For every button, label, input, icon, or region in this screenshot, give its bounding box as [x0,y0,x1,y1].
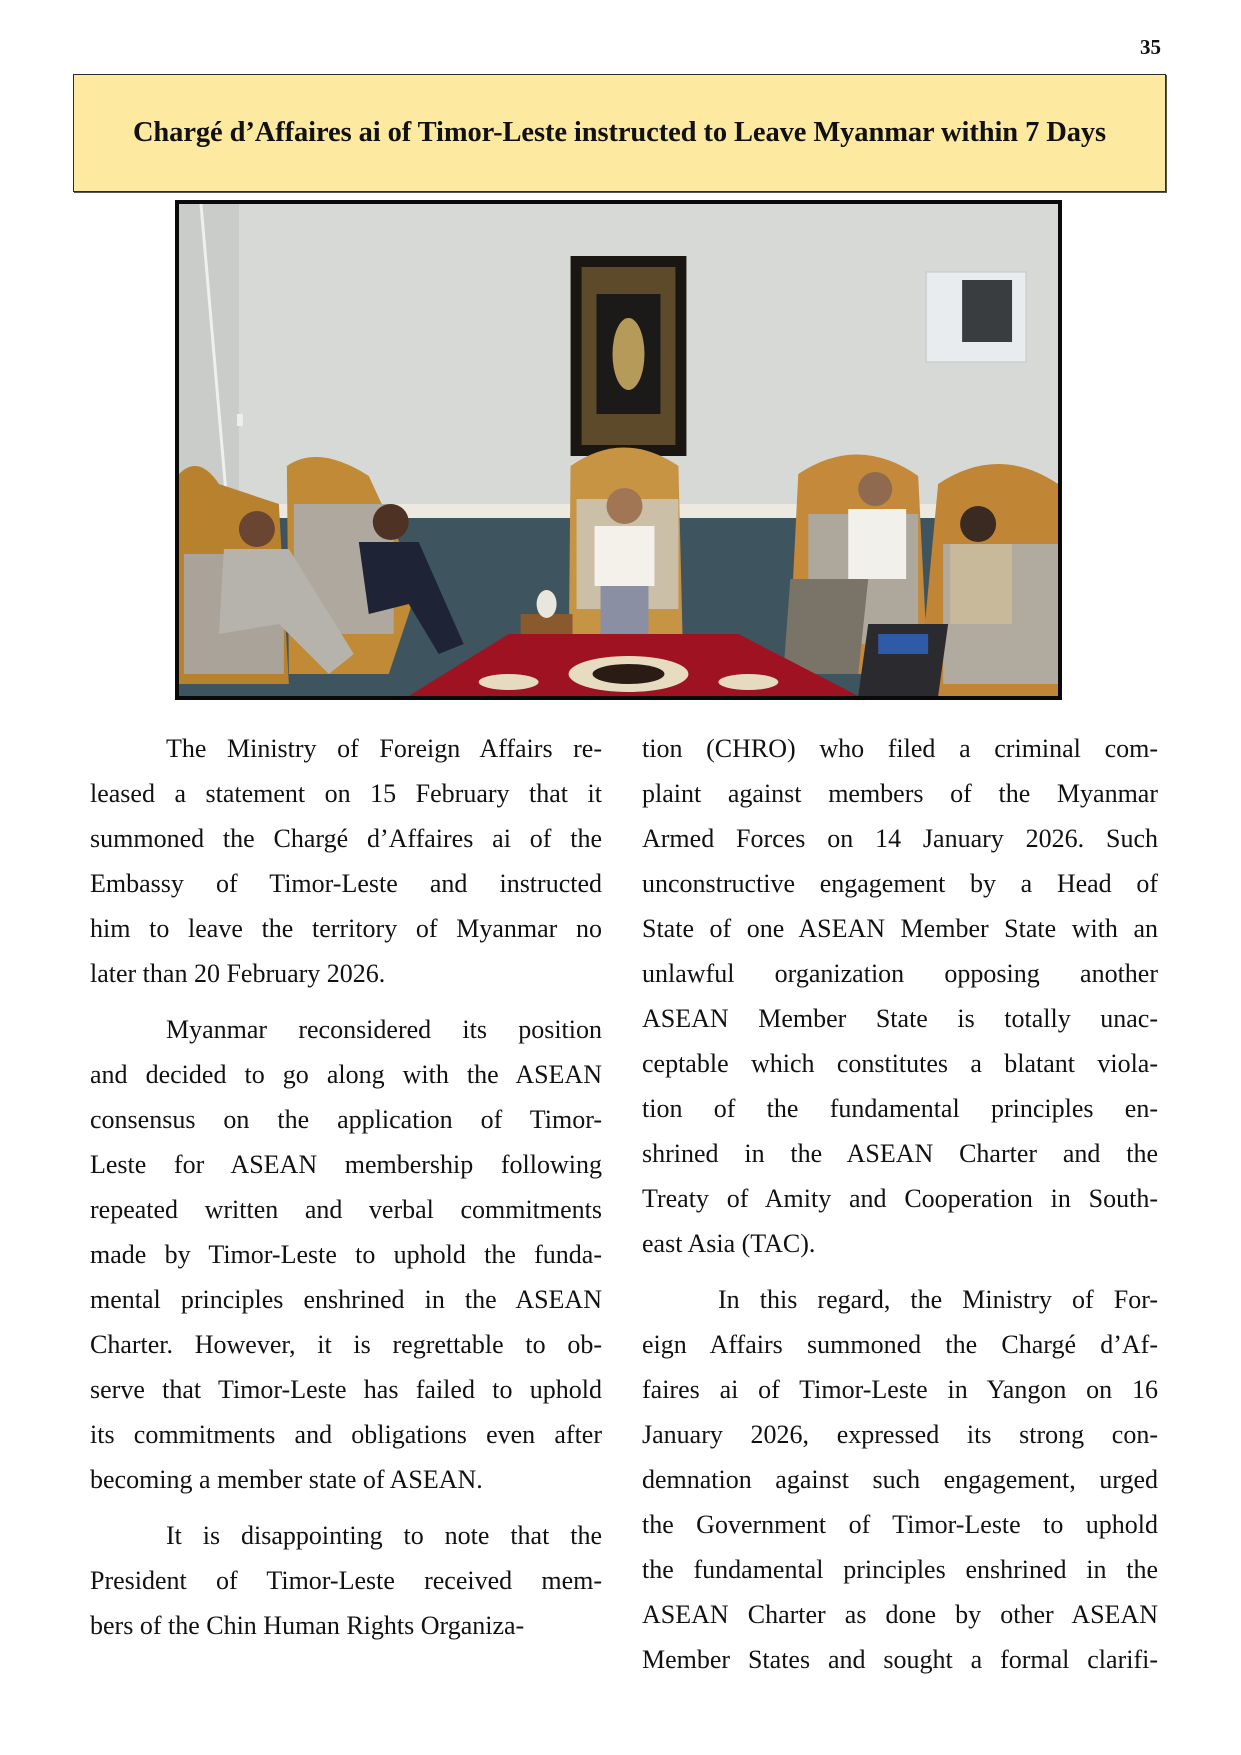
text-line: ASEAN Charter as done by other ASEAN [642,1600,1158,1629]
text-line: faires ai of Timor-Leste in Yangon on 16 [642,1375,1158,1404]
text-line: later than 20 February 2026. [90,959,386,988]
text-line: Member States and sought a formal clarifi- [642,1645,1158,1674]
text-line: leased a statement on 15 February that it [90,779,602,808]
text-line: State of one ASEAN Member State with an [642,914,1158,943]
text-line: unconstructive engagement by a Head of [642,869,1158,898]
text-line: January 2026, expressed its strong con- [642,1420,1158,1449]
wall-air-conditioner [926,272,1026,362]
meeting-room-photo-illustration [179,204,1058,696]
page-number: 35 [1140,35,1161,59]
text-line: repeated written and verbal commitments [90,1195,602,1224]
paragraph [90,1513,602,1648]
text-line: plaint against members of the Myanmar [642,779,1158,808]
text-line: made by Timor-Leste to uphold the funda- [90,1240,602,1269]
text-line: bers of the Chin Human Rights Organiza- [90,1611,525,1640]
side-vase [537,590,557,618]
paragraph [642,726,1158,1266]
text-line: its commitments and obligations even after [90,1420,602,1449]
paragraph [90,1007,602,1502]
text-line: tion (CHRO) who filed a criminal com- [642,734,1158,763]
article-photo [175,200,1062,700]
text-line: the fundamental principles enshrined in the [642,1555,1158,1584]
text-line: Leste for ASEAN membership following [90,1150,602,1179]
left-column [90,726,602,1648]
text-line: becoming a member state of ASEAN. [90,1465,483,1494]
right-column [642,726,1158,1682]
text-line: demnation against such engagement, urged [642,1465,1158,1494]
text-line: him to leave the territory of Myanmar no [90,914,602,943]
article-title-box [73,74,1166,192]
text-line: unlawful organization opposing another [642,959,1158,988]
text-line: ceptable which constitutes a blatant viola- [642,1049,1158,1078]
paragraph [642,1277,1158,1682]
framed-artwork [571,256,687,456]
article-title: Chargé d’Affaires ai of Timor-Leste instructed to Leave Myanmar within 7 Days [132,117,1107,148]
text-line: consensus on the application of Timor- [90,1105,602,1134]
text-line: Myanmar reconsidered its position [166,1015,602,1044]
text-line: ASEAN Member State is totally unac- [642,1004,1158,1033]
text-line: summoned the Chargé d’Affaires ai of the [90,824,602,853]
text-line: Embassy of Timor-Leste and instructed [90,869,602,898]
text-line: shrined in the ASEAN Charter and the [642,1139,1158,1168]
text-line: Charter. However, it is regrettable to ob- [90,1330,602,1359]
text-line: President of Timor-Leste received mem- [90,1566,602,1595]
text-line: It is disappointing to note that the [166,1521,602,1550]
text-line: tion of the fundamental principles en- [642,1094,1158,1123]
text-line: and decided to go along with the ASEAN [90,1060,602,1089]
wall-switch [237,414,243,426]
text-line: Treaty of Amity and Cooperation in South- [642,1184,1158,1213]
text-line: serve that Timor-Leste has failed to uphold [90,1375,602,1404]
text-line: The Ministry of Foreign Affairs re- [166,734,602,763]
paragraph [90,726,602,996]
text-line: In this regard, the Ministry of For- [718,1285,1158,1314]
text-line: mental principles enshrined in the ASEAN [90,1285,602,1314]
text-line: the Government of Timor-Leste to uphold [642,1510,1158,1539]
text-line: east Asia (TAC). [642,1229,816,1258]
wall-shade-left [179,204,239,504]
text-line: Armed Forces on 14 January 2026. Such [642,824,1158,853]
text-line: eign Affairs summoned the Chargé d’Af- [642,1330,1158,1359]
